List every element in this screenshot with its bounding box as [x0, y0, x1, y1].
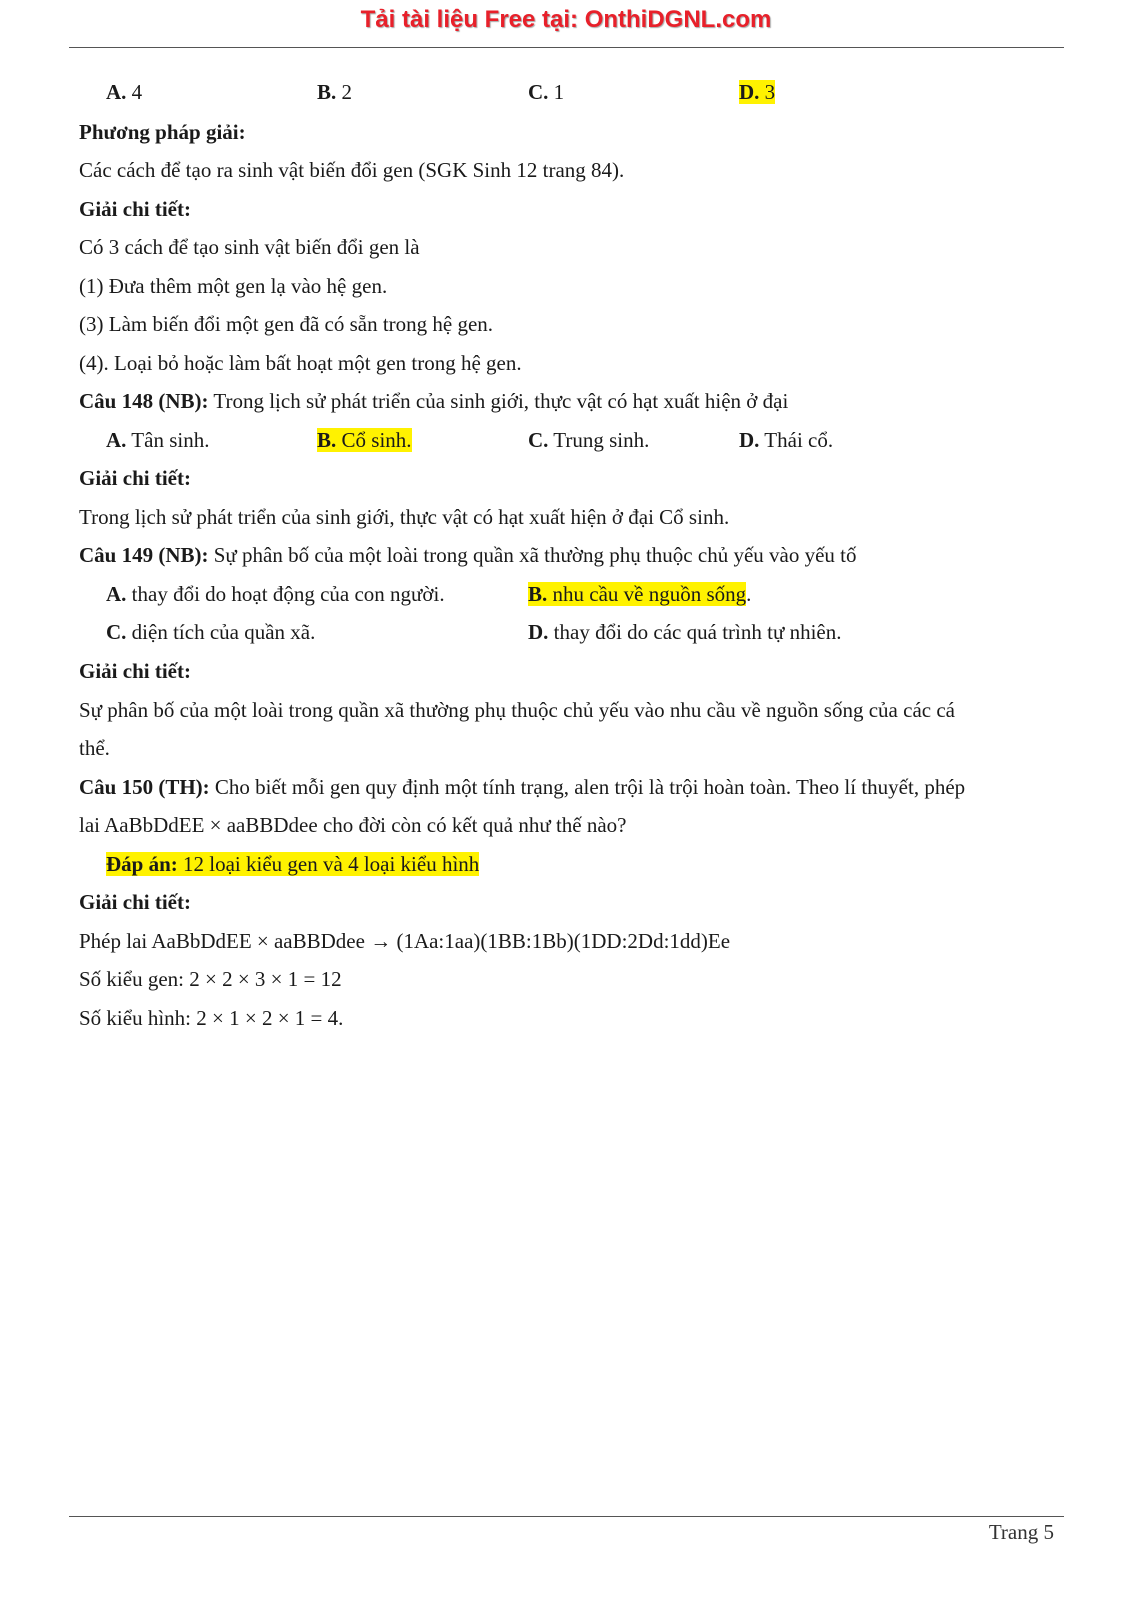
q149-option-c: C. diện tích của quần xã. [106, 620, 316, 644]
q148-detail-text: Trong lịch sử phát triển của sinh giới, thực vật có hạt xuất hiện ở đại Cổ sinh. [79, 505, 730, 529]
q147-option-a: A. 4 [106, 80, 143, 104]
q149-detail-line: thể. [79, 736, 110, 760]
q147-detail-line: (4). Loại bỏ hoặc làm bất hoạt một gen trong hệ gen. [79, 351, 522, 375]
q147-option-d: D. 3 [739, 80, 776, 104]
q149-detail-heading: Giải chi tiết: [79, 659, 191, 683]
q147-detail-heading: Giải chi tiết: [79, 197, 191, 221]
q148-option-a: A. Tân sinh. [106, 428, 210, 452]
q150-question-cont: lai AaBbDdEE × aaBBDdee cho đời còn có kết quả như thế nào? [79, 813, 627, 837]
q150-detail-line: Số kiểu hình: 2 × 1 × 2 × 1 = 4. [79, 1006, 344, 1030]
q148-detail-heading: Giải chi tiết: [79, 466, 191, 490]
q149-question: Câu 149 (NB): Sự phân bố của một loài trong quần xã thường phụ thuộc chủ yếu vào yếu tố [79, 543, 857, 567]
footer-divider [69, 1516, 1064, 1517]
q148-option-c: C. Trung sinh. [528, 428, 650, 452]
q148-option-d: D. Thái cổ. [739, 428, 834, 452]
q149-option-a: A. thay đổi do hoạt động của con người. [106, 582, 445, 606]
q149-option-b: B. nhu cầu về nguồn sống. [528, 582, 752, 606]
q147-option-c: C. 1 [528, 80, 565, 104]
page-header: Tải tài liệu Free tại: OnthiDGNL.com [360, 6, 772, 33]
q148-question: Câu 148 (NB): Trong lịch sử phát triển của sinh giới, thực vật có hạt xuất hiện ở đại [79, 389, 789, 413]
q147-method-heading: Phương pháp giải: [79, 120, 246, 144]
page-number: Trang 5 [988, 1520, 1054, 1544]
q148-option-b: B. Cổ sinh. [317, 428, 412, 452]
q150-detail-line: Số kiểu gen: 2 × 2 × 3 × 1 = 12 [79, 967, 342, 991]
q147-detail-line: (1) Đưa thêm một gen lạ vào hệ gen. [79, 274, 388, 298]
header-divider [69, 47, 1064, 48]
q149-detail-line: Sự phân bố của một loài trong quần xã thường phụ thuộc chủ yếu vào nhu cầu về nguồn sống của các cá [79, 698, 955, 722]
q150-answer: Đáp án: 12 loại kiểu gen và 4 loại kiểu hình [106, 852, 480, 876]
q150-detail-heading: Giải chi tiết: [79, 890, 191, 914]
q147-detail-line: Có 3 cách để tạo sinh vật biến đổi gen là [79, 235, 420, 259]
q147-method-text: Các cách để tạo ra sinh vật biến đổi gen (SGK Sinh 12 trang 84). [79, 158, 625, 182]
q150-question: Câu 150 (TH): Cho biết mỗi gen quy định một tính trạng, alen trội là trội hoàn toàn. Theo lí thuyết, phép [79, 775, 966, 799]
q147-detail-line: (3) Làm biến đổi một gen đã có sẵn trong hệ gen. [79, 312, 494, 336]
q149-option-d: D. thay đổi do các quá trình tự nhiên. [528, 620, 842, 644]
q150-detail-line: Phép lai AaBbDdEE × aaBBDdee → (1Aa:1aa)(1BB:1Bb)(1DD:2Dd:1dd)Ee [79, 929, 731, 953]
q147-option-b: B. 2 [317, 80, 353, 104]
